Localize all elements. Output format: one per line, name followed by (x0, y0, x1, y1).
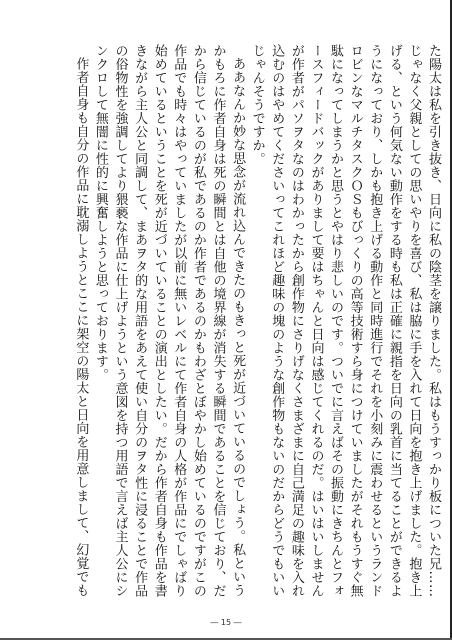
paragraph: ああなんか妙な思念が流れ込んできたのもきっと死が近づいているのでしょう。私というかもろに作者自身は死の瞬間とは自他の境界線が消失する瞬間であることを信じており、だから信じているのが私であるのか作者であるのかもわざとぼやかし始めているのですがこの作品でも時々はやっていましたが以前に無いレベルにて作者自身の人格が作品にでしゃばり始めているということを死が近づいていることの演出としたい。だから作者自身も作品を書きながら主人公と同調して、まあヲタ的な用語をあえて使い自分のヲタ性に浸ることで作品の俗物性を強調してより猥褻な作品に仕上げようという意図を持つ用語で言えば主人公にシンクロして無闇に性的に興奮しようと思っております。 (92, 44, 246, 598)
vertical-body-text (55, 44, 443, 604)
page-number: ― 15 ― (210, 618, 242, 627)
paragraph: 作者自身も自分の作品に耽溺しようとここに架空の陽太と日向を用意しまして、幻覚でも (73, 57, 89, 597)
paragraph: た陽太は私を引き抜き、日向に私の陰茎を譲りました。私はもうすっかり板についた兄……じゃなく父親としての思いやりを喜び、私は脇に手を入れて日向を抱き上げました。抱き上げる、という何気ない動作をする時も私は正確に親指を日向の乳首に当てることができるようになっており、しかも抱き上げる動作と同時進行でそれを小刻みに震わせるというランドロビンなマルチタスクＯＳもびっくりの高等技術すら身につけていましたがそれもうすぐ無駄になってしまうかと思うとやはり悲しいのです。ついでに言えばその振動にきちんとフォースフィードバックがありまして要はちゃんと日向は感じてくれるのだ。はいはいしませんが作者がパソヲタなのはわかったから創作物にさりげなくさまざまに自己満足の趣味を入れ込むのはやめてくださいってこれほど趣味の塊のような創作物もないのだからどうでもいいじゃんそうですか。 (249, 44, 441, 598)
